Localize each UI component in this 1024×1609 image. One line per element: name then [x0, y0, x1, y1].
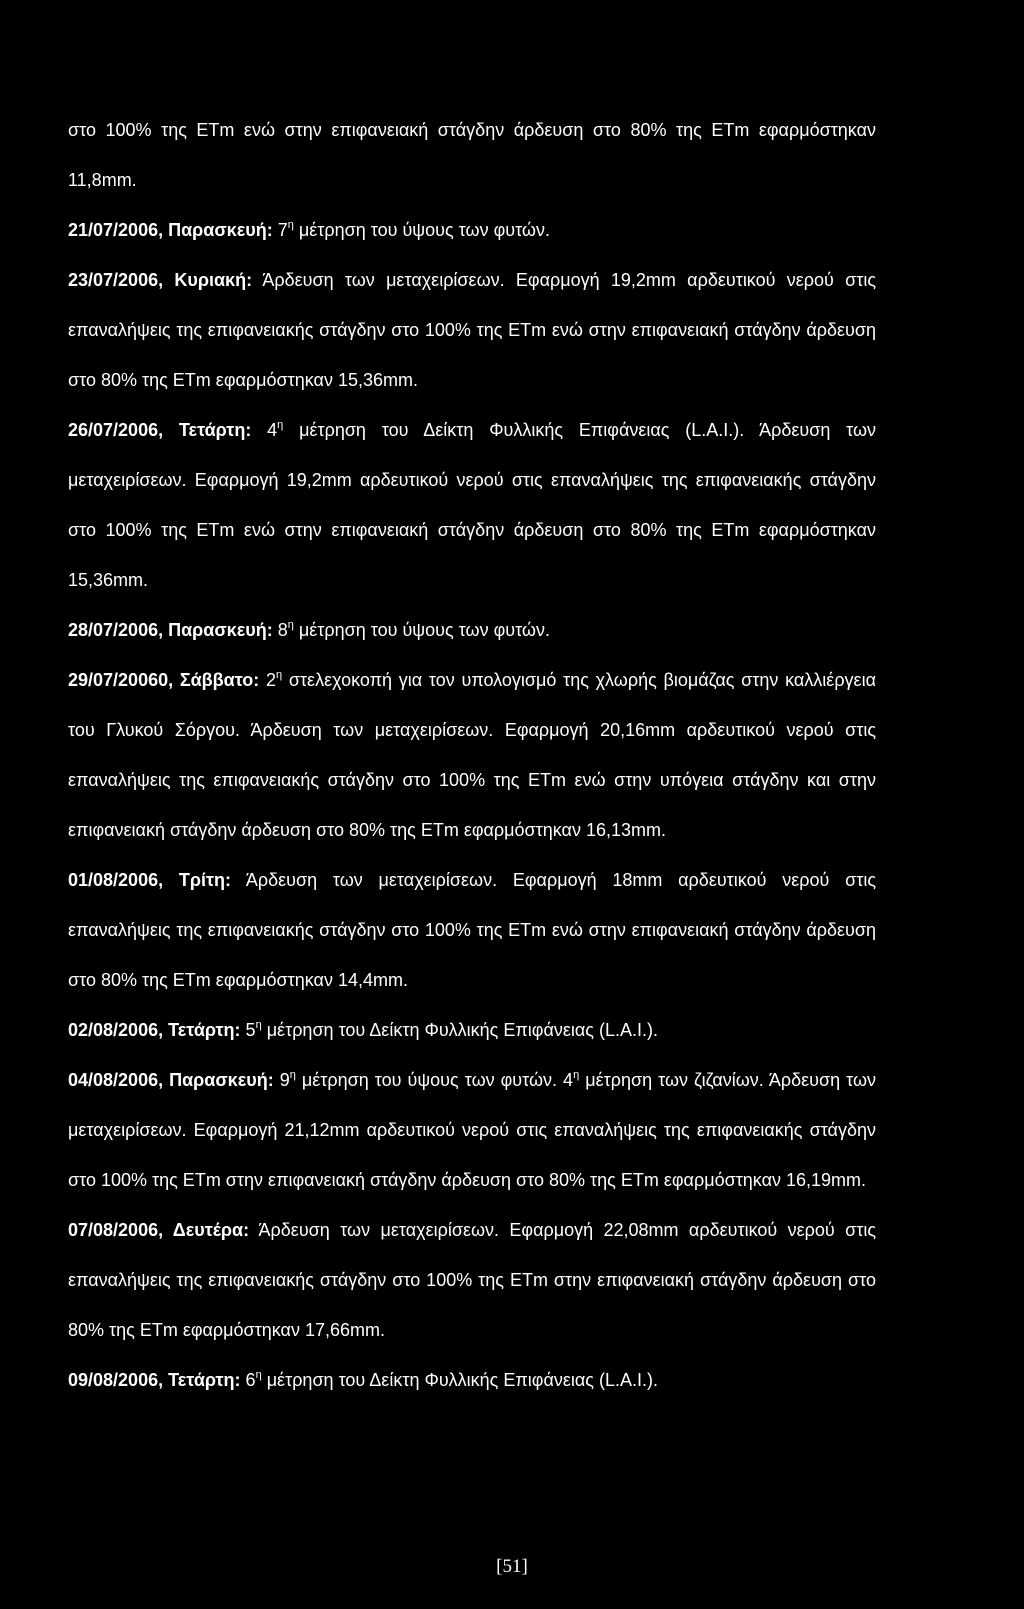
- entry-text: 4: [251, 420, 278, 440]
- entry-date-heading: 07/08/2006, Δευτέρα:: [68, 1220, 250, 1240]
- entry-text: Άρδευση των μεταχειρίσεων. Εφαρμογή 22,08mm αρδευτικού νερού στις επαναλήψεις της επιφανειακής στάγδην στο 100% της ΕΤm στην επιφανειακή στάγδην άρδευση στο 80% της ΕΤm εφαρμόστηκαν 17,66mm.: [68, 1220, 877, 1340]
- entry-text: 6: [240, 1370, 256, 1390]
- entry-text: στελεχοκοπή για τον υπολογισμό της χλωρής βιομάζας στην καλλιέργεια του Γλυκού Σόργου. Άρδευση των μεταχειρίσεων. Εφαρμογή 20,16mm αρδευτικού νερού στις επαναλήψεις της επιφανειακής στάγδην στο 100% της ΕΤm ενώ στην υπόγεια στάγδην και στην επιφανειακή στάγδην άρδευση στο 80% της ΕΤm εφαρμόστηκαν 16,13mm.: [68, 670, 876, 840]
- entry-date-heading: 02/08/2006, Τετάρτη:: [68, 1020, 241, 1040]
- entry-date-heading: 28/07/2006, Παρασκευή:: [68, 620, 273, 640]
- entry-text: μέτρηση του Δείκτη Φυλλικής Επιφάνειας (L.A.I.).: [261, 1370, 658, 1390]
- entry-text: Άρδευση των μεταχειρίσεων. Εφαρμογή 18mm αρδευτικού νερού στις επαναλήψεις της επιφανειακής στάγδην στο 100% της ΕΤm ενώ στην επιφανειακή στάγδην άρδευση στο 80% της ΕΤm εφαρμόστηκαν 14,4mm.: [68, 870, 876, 990]
- entry-text: στο 100% της ΕΤm ενώ στην επιφανειακή στάγδην άρδευση στο 80% της ΕΤm εφαρμόστηκαν 11,8mm.: [68, 120, 876, 190]
- entry-date-heading: 21/07/2006, Παρασκευή:: [68, 220, 273, 240]
- ordinal-superscript: η: [573, 1069, 580, 1081]
- diary-entry: [68, 255, 876, 405]
- diary-entry: [68, 105, 876, 205]
- ordinal-superscript: η: [255, 1369, 262, 1381]
- entry-text: μέτρηση του ύψους των φυτών.: [293, 220, 550, 240]
- entry-date-heading: 09/08/2006, Τετάρτη:: [68, 1370, 241, 1390]
- entry-date-heading: 23/07/2006, Κυριακή:: [68, 270, 253, 290]
- entry-text: 5: [240, 1020, 256, 1040]
- entry-text: Άρδευση των μεταχειρίσεων. Εφαρμογή 19,2mm αρδευτικού νερού στις επαναλήψεις της επιφανειακής στάγδην στο 100% της ΕΤm ενώ στην επιφανειακή στάγδην άρδευση στο 80% της ΕΤm εφαρμόστηκαν 15,36mm.: [68, 270, 876, 390]
- entry-text: μέτρηση του ύψους των φυτών. 4: [295, 1070, 574, 1090]
- entry-date-heading: 26/07/2006, Τετάρτη:: [68, 420, 252, 440]
- ordinal-superscript: η: [255, 1019, 262, 1031]
- entry-text: 7: [272, 220, 288, 240]
- entry-date-heading: 29/07/20060, Σάββατο:: [68, 670, 260, 690]
- entry-text: μέτρηση του Δείκτη Φυλλικής Επιφάνειας (L.A.I.). Άρδευση των μεταχειρίσεων. Εφαρμογή 19,2mm αρδευτικού νερού στις επαναλήψεις της επιφανειακής στάγδην στο 100% της ΕΤm ενώ στην επιφανειακή στάγδην άρδευση στο 80% της ΕΤm εφαρμόστηκαν 15,36mm.: [68, 420, 877, 590]
- diary-entry: [68, 655, 876, 855]
- diary-entry: [68, 405, 876, 605]
- diary-entry: [68, 1355, 876, 1405]
- page-number: [51]: [496, 1556, 528, 1577]
- entry-text: 9: [273, 1070, 290, 1090]
- diary-entry: [68, 1005, 876, 1055]
- diary-entry: [68, 855, 876, 1005]
- ordinal-superscript: η: [275, 669, 283, 681]
- diary-entry: [68, 1055, 876, 1205]
- document-body: [68, 105, 876, 1405]
- diary-entry: [68, 605, 876, 655]
- diary-entry: [68, 1205, 876, 1355]
- entry-text: 2: [259, 670, 276, 690]
- ordinal-superscript: η: [287, 619, 294, 631]
- entry-text: μέτρηση των ζιζανίων. Άρδευση των μεταχειρίσεων. Εφαρμογή 21,12mm αρδευτικού νερού στις επαναλήψεις της επιφανειακής στάγδην στο 100% της ΕΤm στην επιφανειακή στάγδην άρδευση στο 80% της ΕΤm εφαρμόστηκαν 16,19mm.: [68, 1070, 877, 1190]
- entry-text: 8: [272, 620, 288, 640]
- entry-text: μέτρηση του ύψους των φυτών.: [293, 620, 550, 640]
- ordinal-superscript: η: [287, 219, 294, 231]
- ordinal-superscript: η: [277, 419, 284, 431]
- diary-entry: [68, 205, 876, 255]
- ordinal-superscript: η: [289, 1069, 296, 1081]
- entry-date-heading: 04/08/2006, Παρασκευή:: [68, 1070, 274, 1090]
- entry-text: μέτρηση του Δείκτη Φυλλικής Επιφάνειας (L.A.I.).: [261, 1020, 658, 1040]
- entry-date-heading: 01/08/2006, Τρίτη:: [68, 870, 232, 890]
